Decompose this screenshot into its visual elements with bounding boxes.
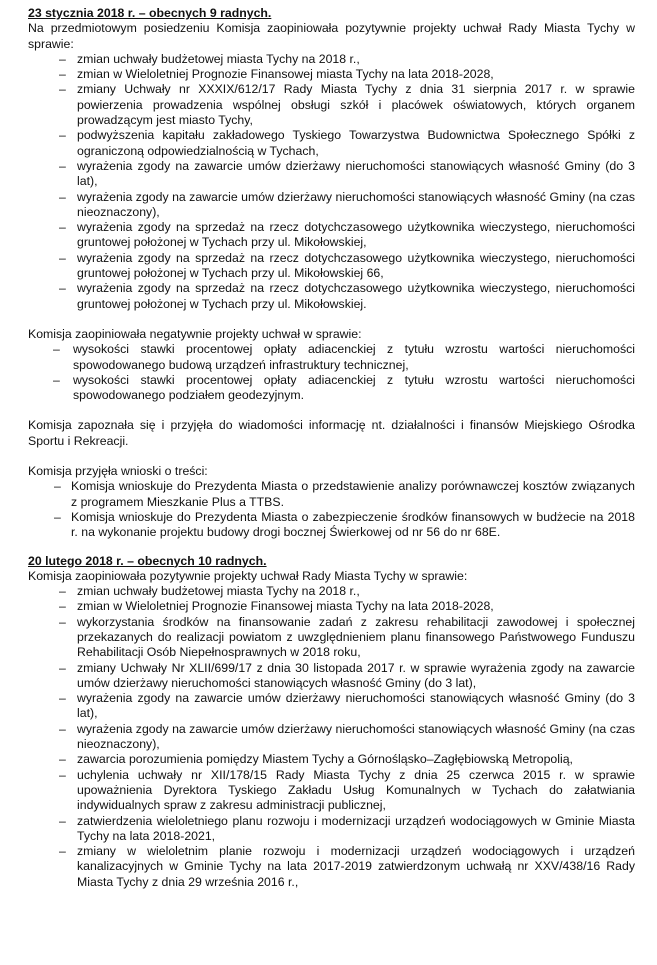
list-item: – zmian w Wieloletniej Prognozie Finansowej miasta Tychy na lata 2018-2028, — [28, 599, 635, 614]
list-item: – wyrażenia zgody na zawarcie umów dzierżawy nieruchomości stanowiących własność Gminy (do 3 lat), — [28, 691, 635, 722]
motions-list — [28, 479, 635, 540]
motions-intro: Komisja przyjęła wnioski o treści: — [28, 464, 208, 479]
section-heading: 23 stycznia 2018 r. – obecnych 9 radnych. — [28, 6, 272, 20]
list-item: – Komisja wnioskuje do Prezydenta Miasta o przedstawienie analizy porównawczej kosztów związanych z programem Mieszkanie Plus a TTBS. — [28, 479, 635, 510]
list-item: – wysokości stawki procentowej opłaty adiacenckiej z tytułu wzrostu wartości nieruchomości spowodowanego podziałem geodezyjnym. — [28, 373, 635, 404]
list-item: – Komisja wnioskuje do Prezydenta Miasta o zabezpieczenie środków finansowych w budżecie na 2018 r. na wykonanie projektu budowy drogi bocznej Świerkowej od nr 56 do nr 68E. — [28, 510, 635, 541]
list-item: – wyrażenia zgody na sprzedaż na rzecz dotychczasowego użytkownika wieczystego, nieruchomości gruntowej położonej w Tychach przy ul. Mikołowskiej 66, — [28, 251, 635, 282]
list-item: – wyrażenia zgody na zawarcie umów dzierżawy nieruchomości stanowiących własność Gminy (do 3 lat), — [28, 159, 635, 190]
info-paragraph: Komisja zapoznała się i przyjęła do wiadomości informację nt. działalności i finansów Miejskiego Ośrodka Sportu i Rekreacji. — [28, 418, 635, 448]
positive-intro: Na przedmiotowym posiedzeniu Komisja zaopiniowała pozytywnie projekty uchwał Rady Miasta Tychy w sprawie: — [28, 21, 635, 51]
negative-intro: Komisja zaopiniowała negatywnie projekty uchwał w sprawie: — [28, 326, 362, 341]
positive-list — [28, 52, 635, 312]
list-item: – wysokości stawki procentowej opłaty adiacenckiej z tytułu wzrostu wartości nieruchomości spowodowanego budową urządzeń infrastruktury technicznej, — [28, 342, 635, 373]
positive-list — [28, 584, 635, 890]
list-item: – podwyższenia kapitału zakładowego Tyskiego Towarzystwa Budownictwa Społecznego Spółki z ograniczoną odpowiedzialnością w Tychach, — [28, 128, 635, 159]
list-item: – wykorzystania środków na finansowanie zadań z zakresu rehabilitacji zawodowej i społecznej przekazanych do realizacji powiatom z uwzględnieniem planu finansowego Państwowego Funduszu Rehabilitacji Osób Niepełnosprawnych w 2018 roku, — [28, 615, 635, 661]
list-item: – wyrażenia zgody na sprzedaż na rzecz dotychczasowego użytkownika wieczystego, nieruchomości gruntowej położonej w Tychach przy ul. Mikołowskiej. — [28, 281, 635, 312]
list-item: – zmian uchwały budżetowej miasta Tychy na 2018 r., — [28, 52, 635, 67]
list-item: – wyrażenia zgody na zawarcie umów dzierżawy nieruchomości stanowiących własność Gminy (na czas nieoznaczony), — [28, 190, 635, 221]
list-item: – zatwierdzenia wieloletniego planu rozwoju i modernizacji urządzeń wodociągowych w Gminie Miasta Tychy na lata 2018-2021, — [28, 814, 635, 845]
list-item: – uchylenia uchwały nr XII/178/15 Rady Miasta Tychy z dnia 25 czerwca 2015 r. w sprawie upoważnienia Dyrektora Tyskiego Zakładu Usług Komunalnych w Tychach do załatwiania indywidualnych spraw z zakresu administracji publicznej, — [28, 768, 635, 814]
positive-intro: Komisja zaopiniowała pozytywnie projekty uchwał Rady Miasta Tychy w sprawie: — [28, 568, 468, 583]
list-item: – zawarcia porozumienia pomiędzy Miastem Tychy a Górnośląsko–Zagłębiowską Metropolią, — [28, 752, 635, 767]
list-item: – zmian w Wieloletniej Prognozie Finansowej miasta Tychy na lata 2018-2028, — [28, 67, 635, 82]
list-item: – zmiany w wieloletnim planie rozwoju i modernizacji urządzeń wodociągowych i urządzeń kanalizacyjnych w Gminie Tychy na lata 2017-2019 zatwierdzonym uchwałą nr XXV/438/16 Rady Miasta Tychy z dnia 29 września 2016 r., — [28, 844, 635, 890]
section-heading: 20 lutego 2018 r. – obecnych 10 radnych. — [28, 553, 267, 568]
list-item: – zmiany Uchwały nr XXXIX/612/17 Rady Miasta Tychy z dnia 31 sierpnia 2017 r. w sprawie powierzenia prowadzenia wspólnej obsługi szkół i placówek oświatowych, których organem prowadzącym jest miasto Tychy, — [28, 82, 635, 128]
list-item: – wyrażenia zgody na sprzedaż na rzecz dotychczasowego użytkownika wieczystego, nieruchomości gruntowej położonej w Tychach przy ul. Mikołowskiej, — [28, 220, 635, 251]
list-item: – wyrażenia zgody na zawarcie umów dzierżawy nieruchomości stanowiących własność Gminy (na czas nieoznaczony), — [28, 722, 635, 753]
list-item: – zmiany Uchwały Nr XLII/699/17 z dnia 30 listopada 2017 r. w sprawie wyrażenia zgody na zawarcie umów dzierżawy nieruchomości stanowiących własność Gminy (do 3 lat), — [28, 661, 635, 692]
negative-list — [28, 342, 635, 403]
list-item: – zmian uchwały budżetowej miasta Tychy na 2018 r., — [28, 584, 635, 599]
